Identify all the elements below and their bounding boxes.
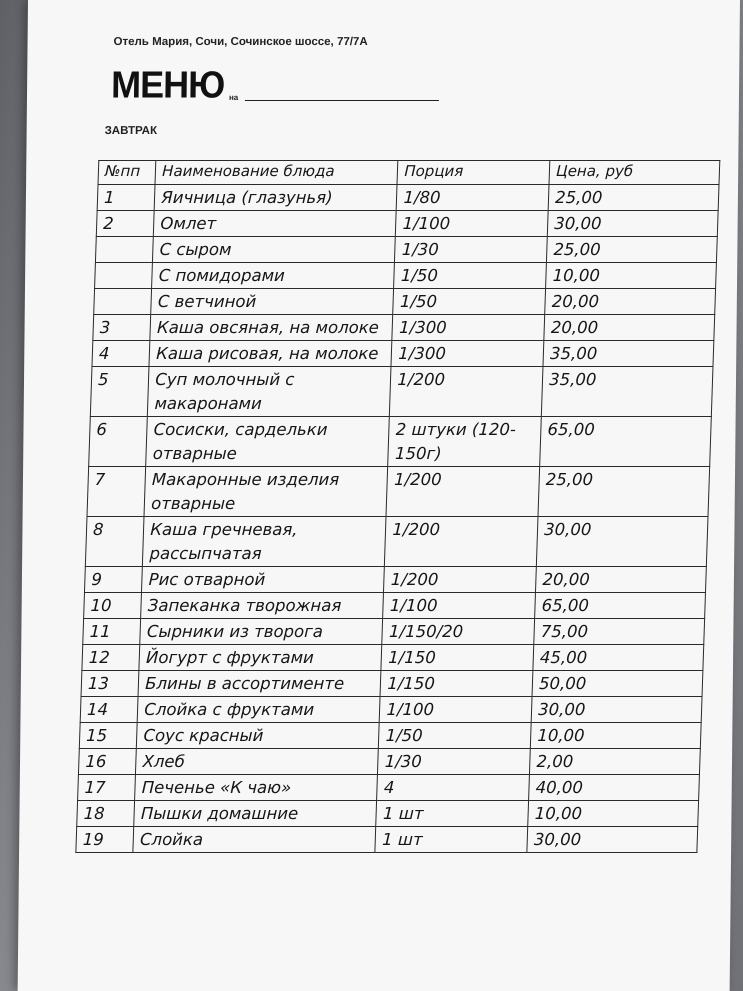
table-row xyxy=(81,671,703,697)
cell-portion: 1/30 xyxy=(378,749,531,775)
cell-number: 12 xyxy=(82,645,140,671)
cell-number: 4 xyxy=(92,341,150,367)
cell-portion: 1/50 xyxy=(394,263,547,289)
cell-portion: 4 xyxy=(377,775,530,801)
cell-dish-name: Омлет xyxy=(154,211,397,237)
cell-price: 45,00 xyxy=(533,645,704,671)
cell-dish-name: С сыром xyxy=(153,237,396,263)
cell-dish-name: Запеканка творожная xyxy=(141,593,384,619)
table-row xyxy=(87,467,710,517)
column-header-price: Цена, руб xyxy=(549,161,720,185)
cell-price: 20,00 xyxy=(536,567,707,593)
table-row xyxy=(80,697,702,723)
column-header-number: №пп xyxy=(98,161,156,185)
cell-dish-name: Каша гречневая, рассыпчатая xyxy=(143,517,387,567)
cell-portion: 1/300 xyxy=(392,315,545,341)
cell-number xyxy=(94,289,152,315)
cell-dish-name: Яичница (глазунья) xyxy=(154,185,397,211)
cell-portion: 1/50 xyxy=(379,723,532,749)
cell-portion: 1/50 xyxy=(393,289,546,315)
table-row xyxy=(82,645,704,671)
table-row xyxy=(85,517,708,567)
table-row xyxy=(90,367,713,417)
cell-portion: 1/150 xyxy=(380,671,533,697)
table-row xyxy=(97,185,719,211)
cell-price: 25,00 xyxy=(538,467,710,517)
cell-portion: 1/150 xyxy=(381,645,534,671)
cell-dish-name: Пышки домашние xyxy=(134,801,377,827)
cell-portion: 1/30 xyxy=(395,237,548,263)
cell-price: 30,00 xyxy=(536,517,708,567)
cell-dish-name: С ветчиной xyxy=(151,289,394,315)
cell-dish-name: Каша овсяная, на молоке xyxy=(150,315,393,341)
cell-price: 35,00 xyxy=(543,341,714,367)
cell-portion: 1/200 xyxy=(384,567,537,593)
cell-price: 10,00 xyxy=(528,801,699,827)
cell-price: 10,00 xyxy=(546,263,717,289)
cell-number: 16 xyxy=(78,749,136,775)
cell-dish-name: Слойка xyxy=(133,827,376,853)
cell-number: 9 xyxy=(84,567,142,593)
cell-number: 5 xyxy=(90,367,149,417)
cell-price: 20,00 xyxy=(545,289,716,315)
table-row xyxy=(92,341,714,367)
cell-dish-name: Блины в ассортименте xyxy=(138,671,381,697)
table-row xyxy=(95,263,717,289)
cell-number: 18 xyxy=(77,801,135,827)
cell-number: 6 xyxy=(89,417,148,467)
cell-number: 15 xyxy=(79,723,137,749)
cell-dish-name: Печенье «К чаю» xyxy=(135,775,378,801)
cell-number: 17 xyxy=(78,775,136,801)
table-row xyxy=(96,211,718,237)
cell-portion: 1/150/20 xyxy=(382,619,535,645)
table-row xyxy=(84,593,706,619)
menu-table xyxy=(75,160,720,853)
cell-number: 2 xyxy=(96,211,154,237)
cell-price: 35,00 xyxy=(541,367,713,417)
table-row xyxy=(95,237,717,263)
table-row xyxy=(83,619,705,645)
cell-price: 30,00 xyxy=(531,697,702,723)
cell-portion: 1/80 xyxy=(397,185,550,211)
cell-number: 11 xyxy=(83,619,141,645)
table-row xyxy=(77,801,699,827)
menu-sheet xyxy=(18,0,740,991)
column-header-portion: Порция xyxy=(397,161,550,185)
cell-portion: 1/100 xyxy=(383,593,536,619)
cell-dish-name: Слойка с фруктами xyxy=(137,697,380,723)
cell-number: 10 xyxy=(84,593,142,619)
cell-number: 19 xyxy=(76,827,134,853)
column-header-dish: Наименование блюда xyxy=(155,161,398,185)
cell-price: 65,00 xyxy=(540,417,712,467)
table-row xyxy=(93,315,715,341)
cell-dish-name: Сырники из творога xyxy=(140,619,383,645)
cell-number: 13 xyxy=(81,671,139,697)
cell-portion: 1/200 xyxy=(390,367,543,417)
cell-number xyxy=(95,237,153,263)
cell-price: 10,00 xyxy=(530,723,701,749)
menu-title: МЕНЮ xyxy=(110,62,225,106)
table-row xyxy=(76,827,698,853)
table-row xyxy=(79,723,701,749)
cell-dish-name: Суп молочный с макаронами xyxy=(148,367,392,417)
cell-dish-name: Йогурт с фруктами xyxy=(139,645,382,671)
cell-price: 20,00 xyxy=(544,315,715,341)
cell-portion: 1/100 xyxy=(380,697,533,723)
cell-price: 65,00 xyxy=(535,593,706,619)
cell-price: 40,00 xyxy=(529,775,700,801)
table-row xyxy=(89,417,712,467)
menu-title-suffix: на xyxy=(228,93,239,102)
cell-number: 7 xyxy=(87,467,146,517)
cell-dish-name: Соус красный xyxy=(137,723,380,749)
table-body xyxy=(76,185,719,853)
cell-dish-name: С помидорами xyxy=(152,263,395,289)
section-title: ЗАВТРАК xyxy=(104,125,158,137)
cell-price: 50,00 xyxy=(532,671,703,697)
table-row xyxy=(84,567,706,593)
cell-portion: 2 штуки (120-150г) xyxy=(388,417,541,467)
cell-dish-name: Каша рисовая, на молоке xyxy=(149,341,392,367)
table-row xyxy=(78,775,700,801)
cell-portion: 1/200 xyxy=(385,517,538,567)
date-blank-line xyxy=(245,100,439,101)
cell-price: 2,00 xyxy=(530,749,701,775)
cell-number: 14 xyxy=(80,697,138,723)
cell-portion: 1/100 xyxy=(396,211,549,237)
table-row xyxy=(78,749,700,775)
cell-price: 25,00 xyxy=(548,185,719,211)
cell-price: 30,00 xyxy=(527,827,698,853)
cell-portion: 1 шт xyxy=(376,801,529,827)
cell-dish-name: Сосиски, сардельки отварные xyxy=(146,417,390,467)
cell-number xyxy=(95,263,153,289)
hotel-address: Отель Мария, Сочи, Сочинское шоссе, 77/7А xyxy=(113,36,368,48)
cell-portion: 1/200 xyxy=(386,467,539,517)
cell-number: 8 xyxy=(85,517,144,567)
cell-price: 25,00 xyxy=(547,237,718,263)
table-row xyxy=(94,289,716,315)
cell-price: 30,00 xyxy=(547,211,718,237)
cell-dish-name: Макаронные изделия отварные xyxy=(144,467,388,517)
cell-portion: 1 шт xyxy=(375,827,528,853)
cell-number: 1 xyxy=(97,185,155,211)
cell-price: 75,00 xyxy=(534,619,705,645)
table-header-row xyxy=(98,161,720,185)
cell-portion: 1/300 xyxy=(391,341,544,367)
cell-number: 3 xyxy=(93,315,151,341)
cell-dish-name: Хлеб xyxy=(136,749,379,775)
cell-dish-name: Рис отварной xyxy=(142,567,385,593)
